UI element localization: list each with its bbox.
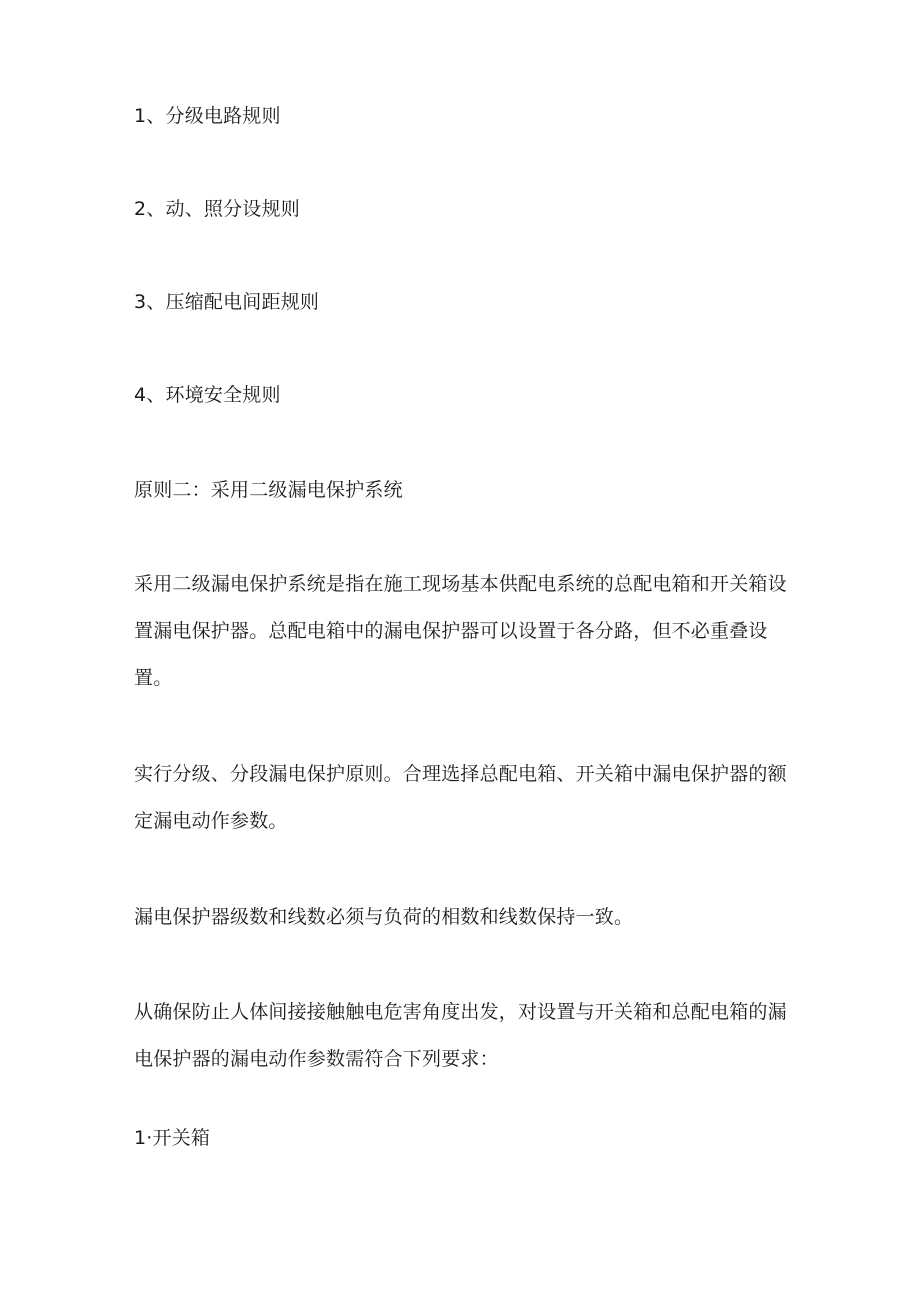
- list-item-1: 1、分级电路规则: [134, 105, 281, 127]
- list-item-2: 2、动、照分设规则: [134, 198, 300, 220]
- paragraph-4: 从确保防止人体间接接触触电危害角度出发，对设置与开关箱和总配电箱的漏电保护器的漏电动作参数需符合下列要求：: [134, 1001, 787, 1070]
- paragraph-3: 漏电保护器级数和线数必须与负荷的相数和线数保持一致。: [134, 906, 634, 928]
- paragraph-1: 采用二级漏电保护系统是指在施工现场基本供配电系统的总配电箱和开关箱设置漏电保护器。总配电箱中的漏电保护器可以设置于各分路，但不必重叠设置。: [134, 573, 787, 689]
- principle-heading: 原则二：采用二级漏电保护系统: [134, 479, 403, 501]
- sub-item-switch-box: 1·开关箱: [134, 1127, 211, 1149]
- paragraph-2: 实行分级、分段漏电保护原则。合理选择总配电箱、开关箱中漏电保护器的额定漏电动作参数。: [134, 763, 787, 832]
- list-item-3: 3、压缩配电间距规则: [134, 291, 320, 313]
- list-item-4: 4、环境安全规则: [134, 384, 281, 406]
